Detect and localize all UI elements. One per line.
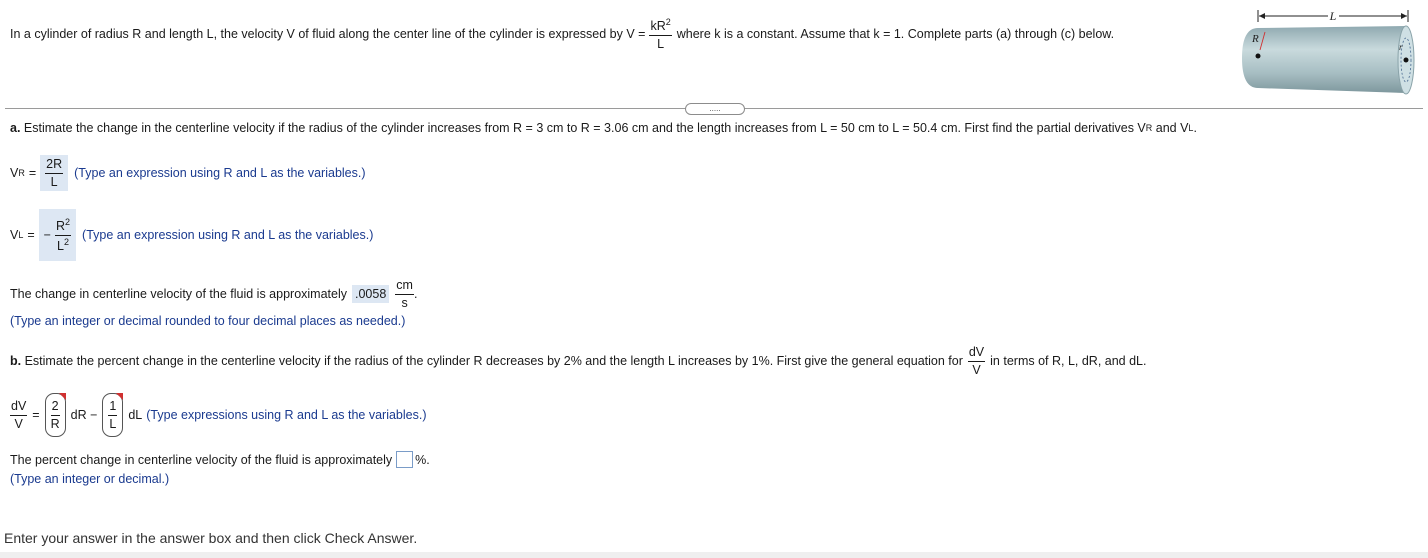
vr-numerator: 2R — [45, 158, 63, 174]
dR-text: dR − — [70, 408, 98, 422]
percent-row — [10, 451, 430, 468]
formula-exponent: 2 — [665, 16, 671, 27]
velocity-formula — [649, 18, 671, 50]
dv-denominator: V — [972, 362, 981, 377]
vl-num-exponent: 2 — [65, 216, 71, 227]
vl-den-exponent: 2 — [63, 236, 69, 247]
inner-radius-label: r — [1399, 42, 1403, 52]
vl-denominator: L — [57, 238, 64, 253]
vl-numerator: R — [55, 219, 66, 233]
part-b-text: Estimate the percent change in the centerline velocity if the radius of the cylinder R decreases by 2% and the length L increases by 1%. First give the general equation for — [24, 354, 963, 368]
box1-numerator: 2 — [51, 400, 60, 416]
box1-denominator: R — [50, 416, 60, 431]
formula-denominator: L — [657, 36, 665, 51]
vl-answer[interactable] — [39, 209, 76, 261]
radius-label: R — [1252, 33, 1259, 45]
prompt-sub-r: R — [1145, 123, 1153, 133]
change-unit — [395, 279, 414, 309]
vr-answer[interactable] — [40, 155, 68, 191]
box2-denominator: L — [109, 416, 117, 431]
unit-end: . — [413, 287, 418, 301]
percent-hint: (Type an integer or decimal.) — [10, 472, 170, 486]
prompt-and: and V — [1155, 121, 1189, 135]
bottom-bar — [0, 552, 1428, 558]
box2-numerator: 1 — [108, 400, 117, 416]
dv-over-v — [968, 346, 985, 376]
percent-answer-input[interactable] — [396, 451, 413, 468]
vl-label: V — [10, 228, 19, 242]
vl-row — [10, 209, 373, 261]
intro-text: In a cylinder of radius R and length L, the velocity V of fluid along the center line of the cylinder is expressed by V = — [10, 27, 646, 41]
vl-subscript: L — [18, 230, 24, 240]
eq-lhs-denominator: V — [14, 416, 23, 431]
unit-denominator: s — [401, 295, 408, 310]
eq-hint: (Type expressions using R and L as the variables.) — [146, 408, 427, 422]
eq-lhs — [10, 400, 27, 430]
formula-numerator: kR — [650, 19, 666, 34]
vr-equals: = — [28, 166, 37, 180]
vl-hint: (Type an expression using R and L as the variables.) — [82, 228, 374, 242]
prompt-end: . — [1193, 121, 1197, 135]
incorrect-marker-icon — [116, 393, 123, 400]
part-b-text-end: in terms of R, L, dR, and dL. — [990, 354, 1147, 368]
change-answer[interactable]: .0058 — [352, 285, 389, 303]
eq-lhs-numerator: dV — [10, 400, 27, 416]
length-label: L — [1329, 9, 1337, 23]
dL-text: dL — [128, 408, 143, 422]
part-b-label: b. — [10, 354, 22, 368]
incorrect-marker-icon — [59, 393, 66, 400]
part-a-prompt — [10, 121, 1197, 135]
vl-minus: − — [43, 228, 51, 242]
prompt-sub-l: L — [1188, 123, 1194, 133]
problem-intro — [10, 10, 1114, 58]
part-a-label: a. — [10, 121, 21, 135]
footer-instruction: Enter your answer in the answer box and then click Check Answer. — [4, 530, 418, 546]
vr-denominator: L — [50, 174, 58, 189]
vl-equals: = — [27, 228, 35, 242]
part-a-text: Estimate the change in the centerline velocity if the radius of the cylinder increases from R = 3 cm to R = 3.06 cm and the length increases from L = 50 cm to L = 50.4 cm. First find the partial derivatives V — [23, 121, 1146, 135]
change-row — [10, 276, 417, 312]
expand-button[interactable]: ..... — [685, 103, 745, 115]
intro-text-2: where k is a constant. Assume that k = 1. Complete parts (a) through (c) below. — [676, 27, 1115, 41]
change-hint: (Type an integer or decimal rounded to four decimal places as needed.) — [10, 314, 406, 328]
dv-numerator: dV — [968, 346, 985, 362]
vr-subscript: R — [18, 168, 25, 178]
percent-text: The percent change in centerline velocity of the fluid is approximately — [10, 452, 393, 467]
vr-row — [10, 152, 366, 194]
dR-coefficient-box[interactable] — [45, 393, 66, 437]
dL-coefficient-box[interactable] — [102, 393, 123, 437]
cylinder-figure — [1238, 6, 1418, 98]
dv-equation — [10, 393, 427, 437]
percent-unit: %. — [415, 452, 430, 467]
vr-label: V — [10, 166, 19, 180]
change-text: The change in centerline velocity of the fluid is approximately — [10, 287, 347, 301]
vr-hint: (Type an expression using R and L as the variables.) — [74, 166, 366, 180]
unit-numerator: cm — [395, 279, 414, 295]
part-b-prompt — [10, 343, 1146, 379]
eq-equals: = — [32, 408, 40, 422]
